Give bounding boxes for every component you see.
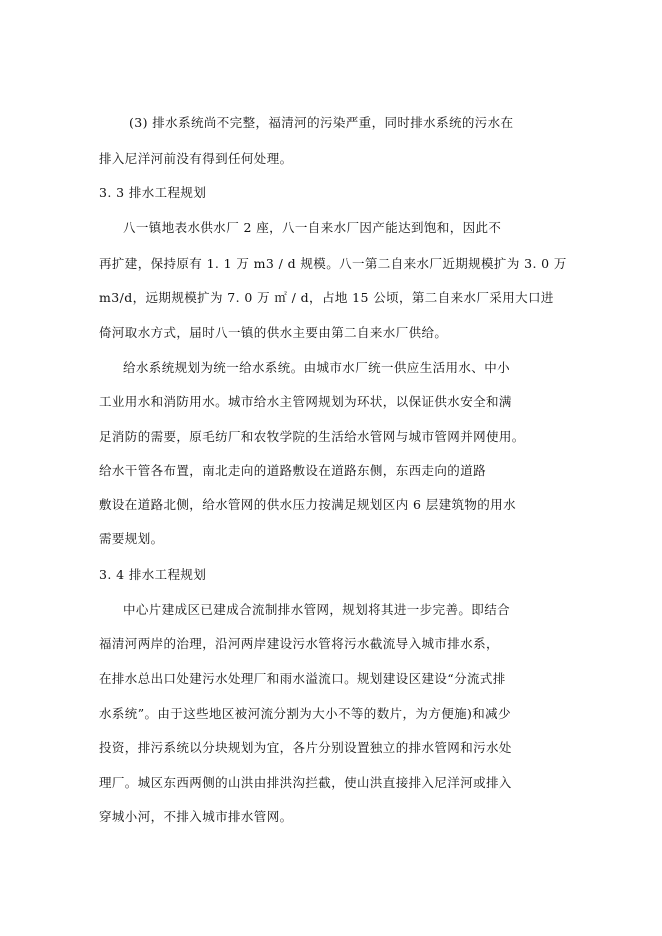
paragraph-2-line-4: 倚河取水方式，届时八一镇的供水主要由第二自来水厂供给。 bbox=[99, 325, 448, 340]
paragraph-2-line-2: 再扩建，保持原有 1. 1 万 m3 / d 规模。八一第二自来水厂近期规模扩为 3. 0 万 bbox=[99, 256, 567, 271]
section-heading-3-3: 3. 3 排水工程规划 bbox=[99, 185, 207, 200]
paragraph-4-line-6: 理厂。城区东西两侧的山洪由排洪沟拦截，使山洪直接排入尼洋河或排入 bbox=[99, 775, 512, 790]
paragraph-2-line-1: 八一镇地表水供水厂 2 座，八一自来水厂因产能达到饱和，因此不 bbox=[123, 220, 502, 235]
paragraph-4-line-1: 中心片建成区已建成合流制排水管网，规划将其进一步完善。即结合 bbox=[123, 602, 511, 617]
paragraph-3-line-6: 需要规划。 bbox=[99, 531, 164, 546]
paragraph-4-line-3: 在排水总出口处建污水处理厂和雨水溢流口。规划建设区建设“分流式排 bbox=[99, 671, 506, 686]
paragraph-4-line-2: 福清河两岸的治理，沿河两岸建设污水管将污水截流导入城市排水系， bbox=[99, 636, 499, 651]
paragraph-3-line-3: 足消防的需要，原毛纺厂和农牧学院的生活给水管网与城市管网并网使用。 bbox=[99, 429, 525, 444]
paragraph-1-line-1: (3) 排水系统尚不完整，福清河的污染严重，同时排水系统的污水在 bbox=[129, 115, 514, 130]
paragraph-1-line-2: 排入尼洋河前没有得到任何处理。 bbox=[99, 151, 293, 166]
paragraph-3-line-2: 工业用水和消防用水。城市给水主管网规划为环状，以保证供水安全和满 bbox=[99, 394, 512, 409]
paragraph-4-line-7: 穿城小河，不排入城市排水管网。 bbox=[99, 809, 293, 824]
paragraph-3-line-1: 给水系统规划为统一给水系统。由城市水厂统一供应生活用水、中小 bbox=[123, 360, 511, 375]
paragraph-4-line-5: 投资，排污系统以分块规划为宜，各片分别设置独立的排水管网和污水处 bbox=[99, 740, 512, 755]
paragraph-4-line-4: 水系统”。由于这些地区被河流分割为大小不等的数片，为方便施)和减少 bbox=[99, 706, 511, 721]
section-heading-3-4: 3. 4 排水工程规划 bbox=[99, 567, 207, 582]
paragraph-2-line-3: m3/d，远期规模扩为 7. 0 万 ㎡ / d，占地 15 公顷，第二自来水厂采用大口进 bbox=[99, 290, 554, 305]
paragraph-3-line-4: 给水干管各布置，南北走向的道路敷设在道路东侧，东西走向的道路 bbox=[99, 463, 487, 478]
paragraph-3-line-5: 敷设在道路北侧，给水管网的供水压力按满足规划区内 6 层建筑物的用水 bbox=[99, 497, 517, 512]
